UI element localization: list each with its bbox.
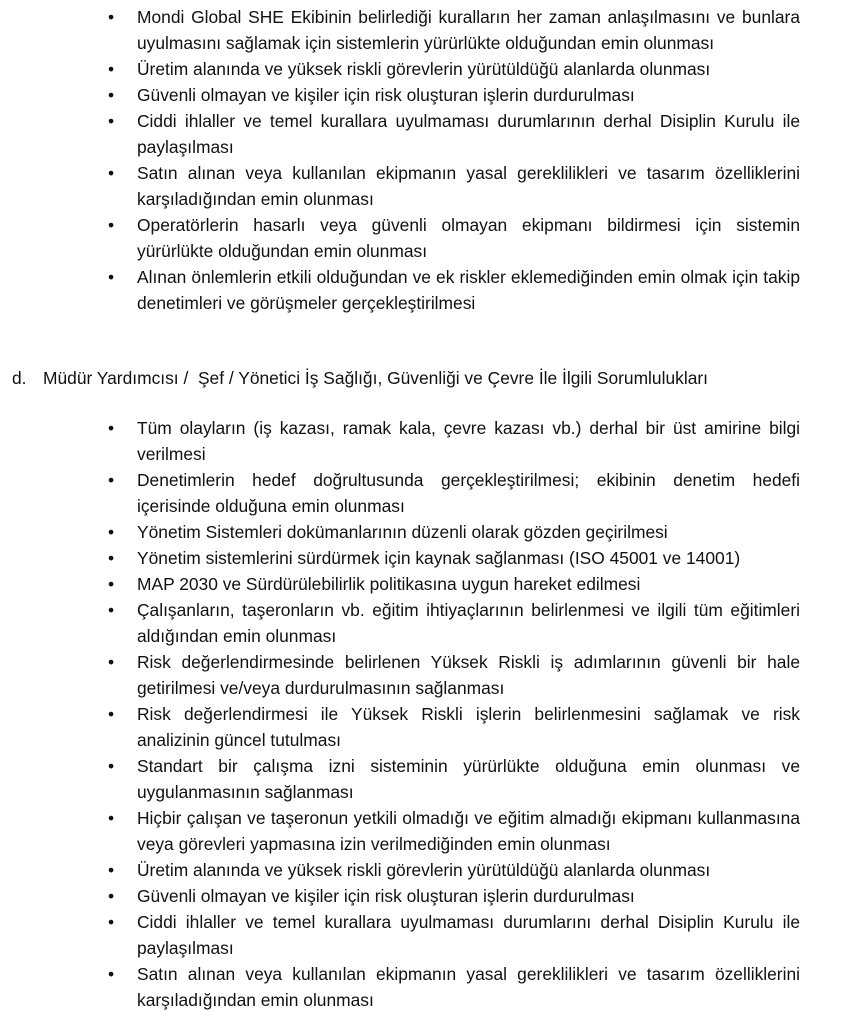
list-item (0, 108, 800, 160)
list-item-text: Risk değerlendirmesi ile Yüksek Riskli işlerin belirlenmesini sağlamak ve risk analizinin güncel tutulması (137, 704, 800, 750)
list-item (0, 56, 800, 82)
list-item (0, 212, 800, 264)
bullet-icon: • (108, 912, 115, 932)
bullet-icon: • (108, 522, 115, 542)
list-item-text: Üretim alanında ve yüksek riskli görevlerin yürütüldüğü alanlarda olunması (137, 59, 711, 79)
list-item (0, 909, 800, 961)
bullet-icon: • (108, 964, 115, 984)
list-item-text: Çalışanların, taşeronların vb. eğitim ihtiyaçlarının belirlenmesi ve ilgili tüm eğitimleri aldığından emin olunması (137, 600, 800, 646)
list-item-text: Hiçbir çalışan ve taşeronun yetkili olmadığı ve eğitim almadığı ekipmanı kullanmasına veya görevleri yapmasına izin verilmediğinden emin olunması (137, 808, 800, 854)
list-item-text: Yönetim Sistemleri dokümanlarının düzenli olarak gözden geçirilmesi (137, 522, 668, 542)
section-c-bullet-list (0, 4, 852, 316)
list-item (0, 857, 800, 883)
section-d-bullet-list (0, 415, 852, 1013)
bullet-icon: • (108, 886, 115, 906)
list-item-text: Mondi Global SHE Ekibinin belirlediği kuralların her zaman anlaşılmasını ve bunlara uyulmasını sağlamak için sistemlerin yürürlükte olduğundan emin olunması (137, 7, 800, 53)
list-item (0, 4, 800, 56)
list-item (0, 545, 800, 571)
list-item-text: Alınan önlemlerin etkili olduğundan ve ek riskler eklemediğinden emin olmak için takip denetimleri ve görüşmeler gerçekleştirilmesi (137, 267, 800, 313)
list-item (0, 597, 800, 649)
list-item-text: Ciddi ihlaller ve temel kurallara uyulmaması durumlarının derhal Disiplin Kurulu ile paylaşılması (137, 111, 800, 157)
bullet-icon: • (108, 111, 115, 131)
list-item-text: MAP 2030 ve Sürdürülebilirlik politikasına uygun hareket edilmesi (137, 574, 641, 594)
list-item-text: Denetimlerin hedef doğrultusunda gerçekleştirilmesi; ekibinin denetim hedefi içerisinde olduğuna emin olunması (137, 470, 800, 516)
list-item-text: Yönetim sistemlerini sürdürmek için kaynak sağlanması (ISO 45001 ve 14001) (137, 548, 741, 568)
list-item-text: Üretim alanında ve yüksek riskli görevlerin yürütüldüğü alanlarda olunması (137, 860, 711, 880)
bullet-icon: • (108, 470, 115, 490)
section-letter: d. (12, 368, 27, 388)
list-item (0, 571, 800, 597)
bullet-icon: • (108, 163, 115, 183)
bullet-icon: • (108, 267, 115, 287)
list-item-text: Güvenli olmayan ve kişiler için risk oluşturan işlerin durdurulması (137, 886, 635, 906)
list-item (0, 519, 800, 545)
list-item-text: Risk değerlendirmesinde belirlenen Yüksek Riskli iş adımlarının güvenli bir hale getirilmesi ve/veya durdurulmasının sağlanması (137, 652, 800, 698)
list-item (0, 961, 800, 1013)
list-item (0, 805, 800, 857)
bullet-icon: • (108, 704, 115, 724)
bullet-icon: • (108, 860, 115, 880)
list-item (0, 415, 800, 467)
list-item-text: Satın alınan veya kullanılan ekipmanın yasal gereklilikleri ve tasarım özelliklerini karşıladığından emin olunması (137, 964, 800, 1010)
list-item-text: Operatörlerin hasarlı veya güvenli olmayan ekipmanı bildirmesi için sistemin yürürlükte olduğundan emin olunması (137, 215, 800, 261)
list-item-text: Satın alınan veya kullanılan ekipmanın yasal gereklilikleri ve tasarım özelliklerini karşıladığından emin olunması (137, 163, 800, 209)
bullet-icon: • (108, 548, 115, 568)
bullet-icon: • (108, 85, 115, 105)
bullet-icon: • (108, 808, 115, 828)
list-item (0, 82, 800, 108)
bullet-icon: • (108, 600, 115, 620)
bullet-icon: • (108, 418, 115, 438)
list-item-text: Tüm olayların (iş kazası, ramak kala, çevre kazası vb.) derhal bir üst amirine bilgi verilmesi (137, 418, 800, 464)
list-item (0, 649, 800, 701)
bullet-icon: • (108, 574, 115, 594)
list-item (0, 701, 800, 753)
list-item (0, 753, 800, 805)
bullet-icon: • (108, 756, 115, 776)
list-item (0, 264, 800, 316)
list-item-text: Standart bir çalışma izni sisteminin yürürlükte olduğuna emin olunması ve uygulanmasının sağlanması (137, 756, 800, 802)
bullet-icon: • (108, 215, 115, 235)
bullet-icon: • (108, 652, 115, 672)
section-d-heading (12, 365, 708, 391)
section-title: Müdür Yardımcısı / Şef / Yönetici İş Sağlığı, Güvenliği ve Çevre İle İlgili Sorumlulukları (43, 368, 708, 388)
bullet-icon: • (108, 59, 115, 79)
list-item (0, 883, 800, 909)
list-item (0, 467, 800, 519)
list-item-text: Güvenli olmayan ve kişiler için risk oluşturan işlerin durdurulması (137, 85, 635, 105)
list-item-text: Ciddi ihlaller ve temel kurallara uyulmaması durumlarını derhal Disiplin Kurulu ile paylaşılması (137, 912, 800, 958)
bullet-icon: • (108, 7, 115, 27)
list-item (0, 160, 800, 212)
